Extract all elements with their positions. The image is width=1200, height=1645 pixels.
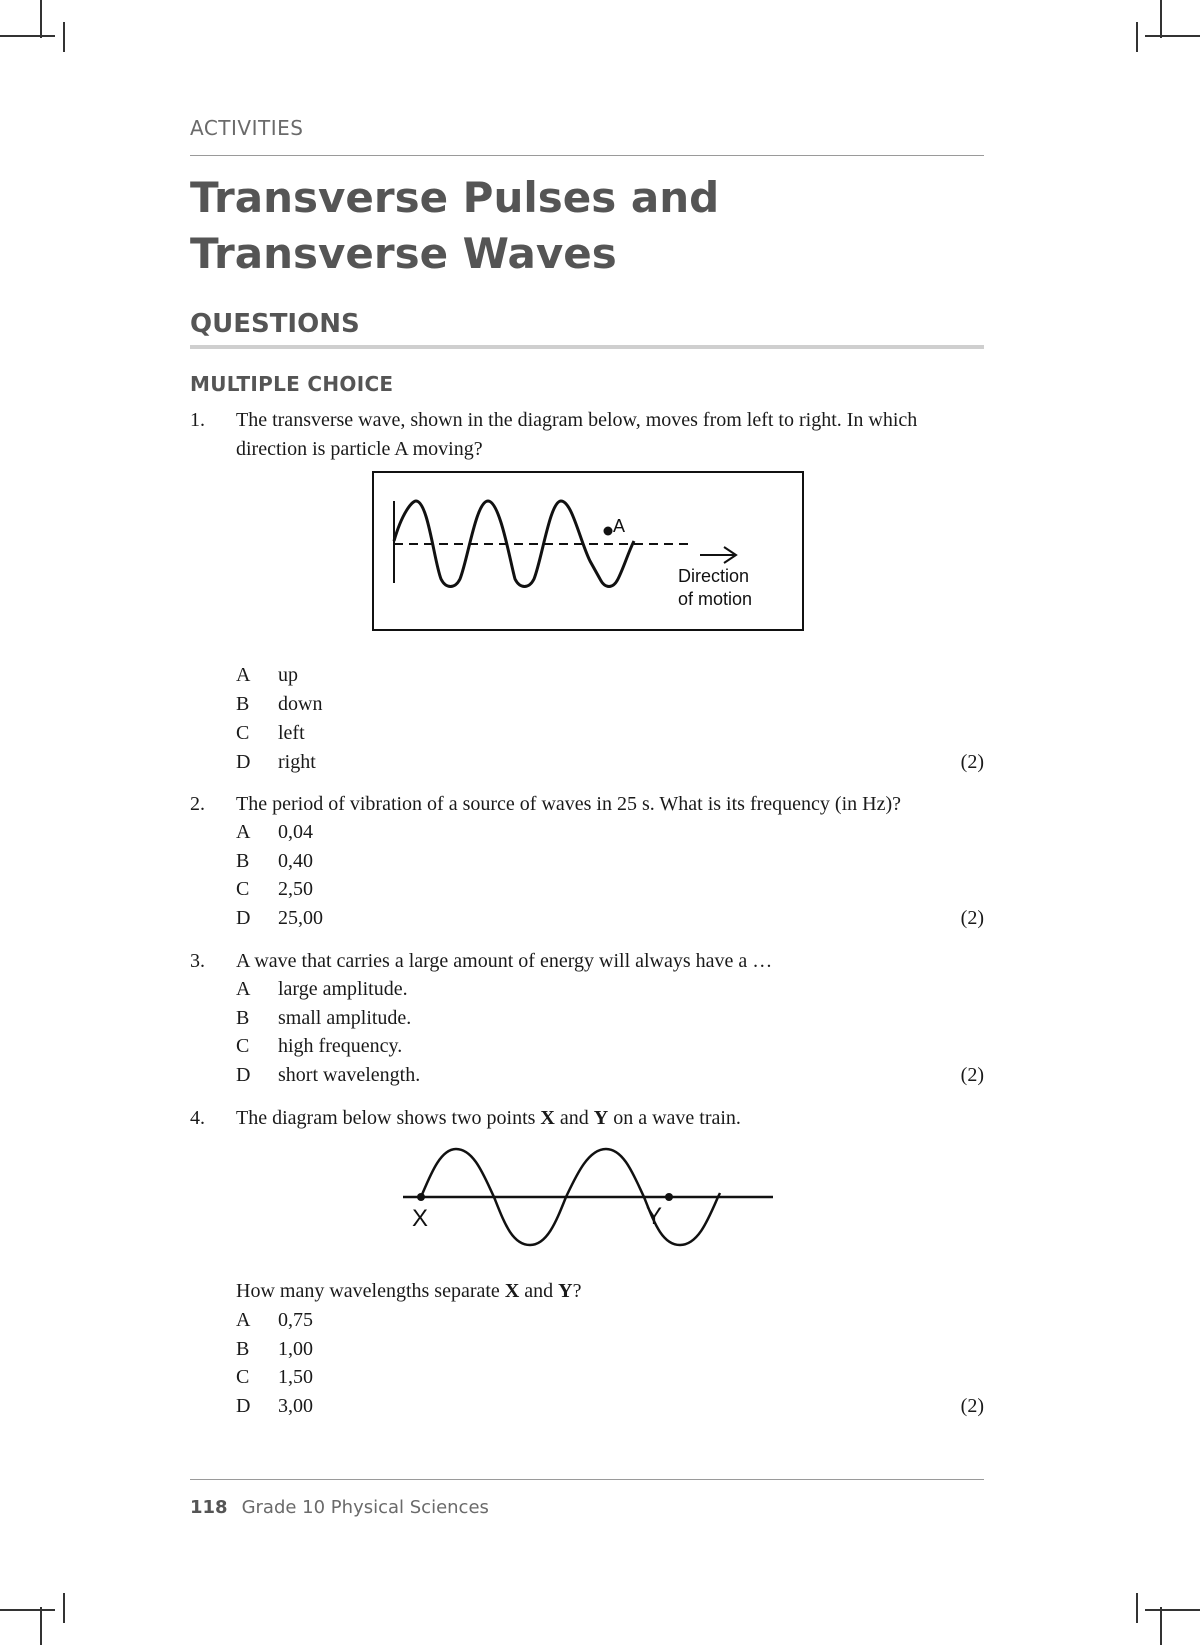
option-letter: D <box>236 1395 251 1417</box>
direction-label-line1: Direction <box>678 566 750 586</box>
crop-mark <box>40 1607 42 1645</box>
stem-text: The diagram below shows two points <box>236 1107 541 1129</box>
point-y-label: Y <box>646 1203 663 1230</box>
marks: (2) <box>960 907 984 929</box>
crop-mark <box>0 1609 55 1611</box>
crop-mark <box>63 22 65 52</box>
subquestion-text <box>236 1277 956 1306</box>
point-x-label: X <box>412 1205 429 1232</box>
stem-point-y: Y <box>593 1107 609 1129</box>
option-letter: C <box>236 878 250 900</box>
direction-label-line2: of motion <box>678 589 753 609</box>
point-x-dot <box>417 1193 425 1201</box>
page-title-line1: Transverse Pulses and <box>190 173 720 222</box>
header-rule <box>190 155 984 156</box>
option-text: left <box>278 722 305 744</box>
option-letter: C <box>236 1366 250 1388</box>
option-letter: D <box>236 751 251 773</box>
option-letter: B <box>236 1007 250 1029</box>
crop-mark <box>1160 1607 1162 1645</box>
sub-text: and <box>519 1280 559 1302</box>
option-text: down <box>278 693 323 715</box>
sub-point-x: X <box>504 1280 520 1302</box>
marks: (2) <box>960 1064 984 1086</box>
option-letter: A <box>236 1309 251 1331</box>
question-number: 2. <box>190 793 205 815</box>
question-stem: A wave that carries a large amount of energy will always have a … <box>236 950 773 972</box>
option-letter: C <box>236 1035 250 1057</box>
option-text: small amplitude. <box>278 1007 412 1029</box>
page-number: 118 <box>190 1497 228 1518</box>
section-label: ACTIVITIES <box>190 116 304 140</box>
option-text: high frequency. <box>278 1035 403 1057</box>
option-letter: B <box>236 693 250 715</box>
option-text: 1,50 <box>278 1366 313 1388</box>
sub-point-y: Y <box>558 1280 573 1302</box>
option-letter: A <box>236 664 251 686</box>
footer-rule <box>190 1479 984 1480</box>
crop-mark <box>1160 0 1162 38</box>
question-number: 3. <box>190 950 205 972</box>
option-text: 3,00 <box>278 1395 313 1417</box>
crop-mark <box>0 35 55 37</box>
stem-point-x: X <box>540 1107 555 1129</box>
question-stem: The period of vibration of a source of waves in 25 s. What is its frequency (in Hz)? <box>236 793 901 815</box>
option-letter: C <box>236 722 250 744</box>
option-letter: D <box>236 1064 251 1086</box>
question-stem <box>236 1104 956 1133</box>
option-letter: A <box>236 821 251 843</box>
particle-a-label: A <box>613 516 626 536</box>
option-text: 0,40 <box>278 850 313 872</box>
question-number: 1. <box>190 409 205 431</box>
particle-a-dot <box>604 527 613 536</box>
stem-text: and <box>554 1107 594 1129</box>
wave-train-diagram <box>400 1140 780 1256</box>
sub-text: How many wavelengths separate <box>236 1280 505 1302</box>
page-title <box>190 170 719 282</box>
option-text: 2,50 <box>278 878 313 900</box>
crop-mark <box>63 1593 65 1623</box>
stem-text: on a wave train. <box>608 1107 741 1129</box>
book-title: Grade 10 Physical Sciences <box>241 1497 489 1518</box>
option-text: 25,00 <box>278 907 323 929</box>
crop-mark <box>1136 22 1138 52</box>
option-text: right <box>278 751 316 773</box>
question-stem: The transverse wave, shown in the diagram below, moves from left to right. In which direction is particle A moving? <box>236 409 918 460</box>
marks: (2) <box>960 1395 984 1417</box>
question-number: 4. <box>190 1107 205 1129</box>
option-text: up <box>278 664 298 686</box>
sub-text: ? <box>572 1280 582 1302</box>
option-text: 1,00 <box>278 1338 313 1360</box>
transverse-wave-diagram <box>372 471 806 633</box>
point-y-dot <box>665 1193 673 1201</box>
option-text: short wavelength. <box>278 1064 421 1086</box>
questions-rule <box>190 345 984 349</box>
multiple-choice-heading: MULTIPLE CHOICE <box>190 372 394 396</box>
option-letter: B <box>236 850 250 872</box>
option-text: 0,04 <box>278 821 313 843</box>
crop-mark <box>40 0 42 38</box>
marks: (2) <box>960 751 984 773</box>
crop-mark <box>1136 1593 1138 1623</box>
crop-mark <box>1145 1609 1200 1611</box>
page-footer <box>190 1497 489 1518</box>
questions-heading: QUESTIONS <box>190 309 360 339</box>
option-text: large amplitude. <box>278 978 408 1000</box>
crop-mark <box>1145 35 1200 37</box>
option-letter: A <box>236 978 251 1000</box>
option-letter: B <box>236 1338 250 1360</box>
option-text: 0,75 <box>278 1309 313 1331</box>
page-title-line2: Transverse Waves <box>190 229 617 278</box>
option-letter: D <box>236 907 251 929</box>
